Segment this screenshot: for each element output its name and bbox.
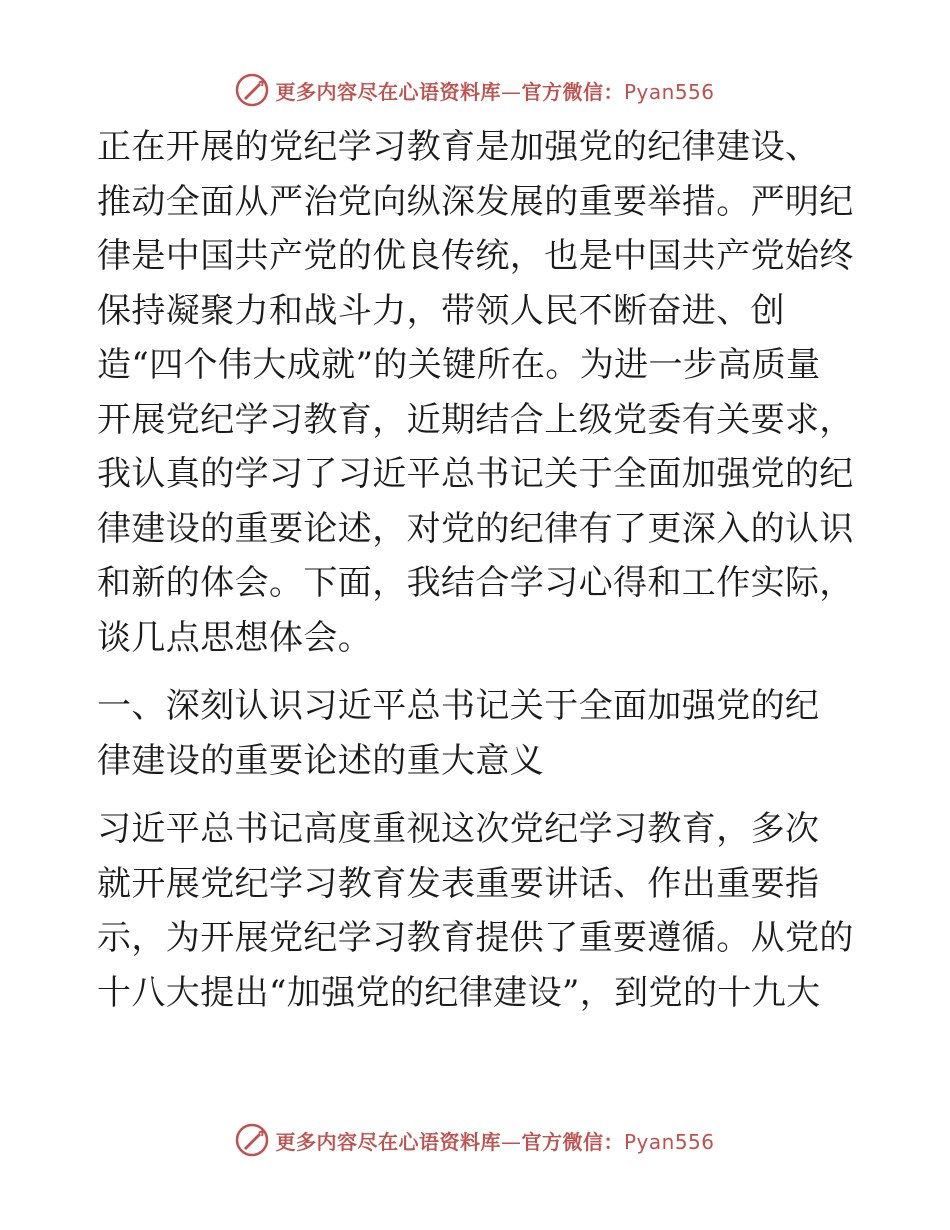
quill-logo-icon — [235, 73, 269, 107]
text-line: 示，为开展党纪学习教育提供了重要遵循。从党的 — [97, 918, 854, 958]
document-body — [97, 120, 857, 1020]
banner-brand: 更多内容尽在心语资料库 — [275, 1129, 501, 1154]
text-line: 谈几点思想体会。 — [97, 617, 373, 658]
text-line: 律建设的重要论述的重大意义 — [97, 740, 545, 781]
quill-logo-icon — [235, 1123, 269, 1157]
paragraph-gap — [97, 788, 857, 802]
banner-separator: — — [500, 1129, 522, 1154]
banner-text — [275, 1126, 714, 1155]
banner-contact-label: 官方微信： — [521, 79, 624, 104]
text-line: 十八大提出“加强党的纪律建设”，到党的十九大 — [97, 972, 821, 1013]
text-line: 推动全面从严治党向纵深发展的重要举措。严明纪 — [97, 181, 854, 222]
text-line: 我认真的学习了习近平总书记关于全面加强党的纪 — [97, 454, 854, 494]
text-line: 造“四个伟大成就”的关键所在。为进一步高质量 — [97, 345, 821, 385]
header-banner — [0, 70, 950, 110]
banner-contact-id: Pyan556 — [623, 1129, 715, 1154]
intro-paragraph — [97, 120, 857, 665]
banner-separator: — — [500, 79, 522, 104]
banner-contact-id: Pyan556 — [623, 79, 715, 104]
text-line: 律建设的重要论述，对党的纪律有了更深入的认识 — [97, 508, 854, 549]
text-line: 和新的体会。下面，我结合学习心得和工作实际， — [97, 563, 854, 603]
footer-banner — [0, 1120, 950, 1160]
body-paragraph — [97, 802, 857, 1020]
banner-text — [275, 76, 714, 105]
text-line: 习近平总书记高度重视这次党纪学习教育，多次 — [97, 809, 820, 849]
text-line: 一、深刻认识习近平总书记关于全面加强党的纪 — [97, 686, 820, 726]
text-line: 律是中国共产党的优良传统，也是中国共产党始终 — [97, 236, 854, 276]
text-line: 开展党纪学习教育，近期结合上级党委有关要求， — [97, 399, 854, 440]
section-heading — [97, 679, 857, 788]
banner-contact-label: 官方微信： — [521, 1129, 624, 1154]
text-line: 就开展党纪学习教育发表重要讲话、作出重要指 — [97, 863, 820, 904]
text-line: 正在开展的党纪学习教育是加强党的纪律建设、 — [97, 127, 820, 167]
text-line: 保持凝聚力和战斗力，带领人民不断奋进、创 — [97, 290, 785, 331]
paragraph-gap — [97, 665, 857, 679]
banner-brand: 更多内容尽在心语资料库 — [275, 79, 501, 104]
